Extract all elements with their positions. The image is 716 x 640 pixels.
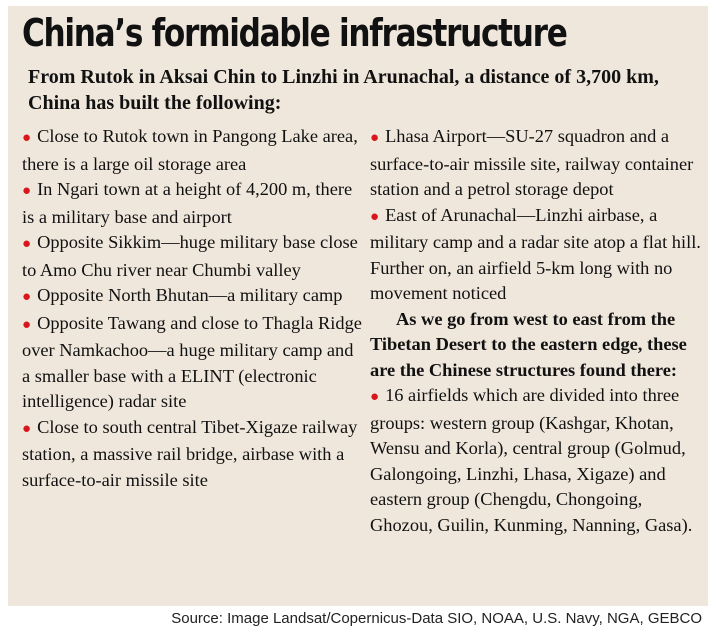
bullet-icon: ● (370, 130, 380, 146)
bullet-icon: ● (22, 183, 32, 199)
list-item-text: Close to south central Tibet-Xigaze railway station, a massive rail bridge, airbase with a surface-to-air missile site (22, 416, 358, 490)
list-item (22, 283, 362, 311)
bullet-icon: ● (370, 389, 380, 405)
list-item-text: 16 airfields which are divided into three groups: western group (Kashgar, Khotan, Wensu and Korla), central group (Golmud, Galongoing, Linzhi, Lhasa, Xigaze) and eastern group (Chengdu, Chongoing, Ghozou, Guilin, Kunming, Nanning, Gasa). (370, 385, 693, 535)
list-item-text: In Ngari town at a height of 4,200 m, there is a military base and airport (22, 179, 353, 227)
list-item (22, 415, 362, 494)
list-item-text: Opposite North Bhutan—a military camp (37, 285, 343, 305)
page-title: China’s formidable infrastructure (22, 11, 567, 55)
list-item (22, 177, 362, 230)
list-item-text: Close to Rutok town in Pangong Lake area, there is a large oil storage area (22, 126, 358, 174)
list-item-text: East of Arunachal—Linzhi airbase, a military camp and a radar site atop a flat hill. Further on, an airfield 5-km long with no movement noticed (370, 204, 701, 303)
list-item-text: Opposite Tawang and close to Thagla Ridge over Namkachoo—a huge military camp and a smaller base with a ELINT (electronic intelligence) radar site (22, 312, 362, 411)
right-column (370, 124, 708, 538)
bullet-icon: ● (22, 420, 32, 437)
section-note: As we go from west to east from the Tibetan Desert to the eastern edge, these are the Chinese structures found there: (370, 308, 687, 380)
list-item (22, 124, 362, 177)
intro-text: From Rutok in Aksai Chin to Linzhi in Arunachal, a distance of 3,700 km, China has built the following: (28, 66, 659, 114)
list-item-text: Lhasa Airport—SU-27 squadron and a surface-to-air missile site, railway container station and a petrol storage depot (370, 126, 694, 199)
left-column (22, 124, 362, 493)
bullet-icon: ● (370, 208, 380, 225)
bullet-icon: ● (22, 130, 32, 146)
list-item (22, 311, 362, 415)
list-item (370, 383, 708, 538)
list-item-text: Opposite Sikkim—huge military base close to Amo Chu river near Chumbi valley (22, 232, 358, 280)
source-credit: Source: Image Landsat/Copernicus-Data SIO, NOAA, U.S. Navy, NGA, GEBCO (171, 610, 702, 627)
list-item (22, 230, 362, 283)
bullet-icon: ● (22, 316, 32, 333)
bullet-icon: ● (22, 289, 32, 305)
list-item (370, 203, 708, 307)
infographic-panel (8, 6, 708, 606)
list-item (370, 124, 708, 203)
bullet-icon: ● (22, 236, 32, 252)
